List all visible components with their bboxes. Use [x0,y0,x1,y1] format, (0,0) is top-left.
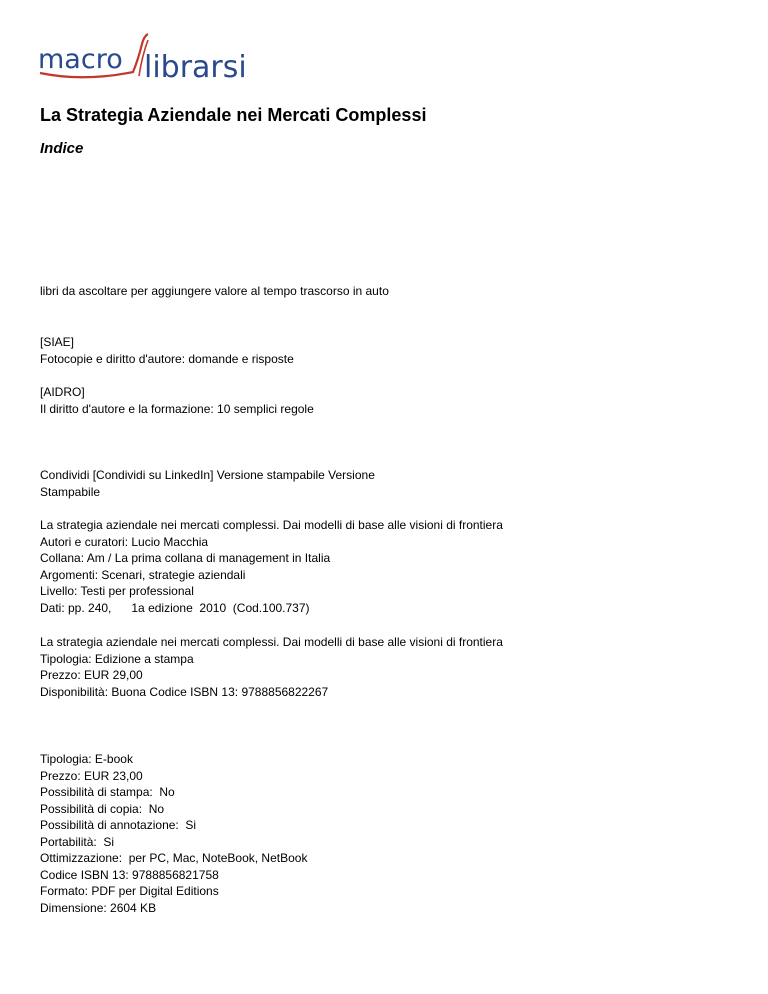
page-subtitle: Indice [40,140,84,157]
page-title: La Strategia Aziendale nei Mercati Complessi [40,105,427,125]
logo-text-librarsi: librarsi [144,50,247,85]
book-level: Livello: Testi per professional [40,584,194,598]
print-edition-type: Tipologia: Edizione a stampa [40,651,194,666]
ebook-optimization: Ottimizzazione: per PC, Mac, NoteBook, NetBook [40,851,308,865]
logo-text-macro: macro [38,44,123,75]
macrolibrarsi-logo [38,30,248,86]
siae-link[interactable]: Fotocopie e diritto d'autore: domande e risposte [40,351,294,366]
printable-link[interactable]: Stampabile [40,484,101,499]
ebook-type: Tipologia: E-book [40,752,133,766]
share-block [40,467,375,500]
book-series: Collana: Am / La prima collana di management in Italia [40,551,331,565]
ebook-size: Dimensione: 2604 KB [40,900,157,915]
ebook-portable: Portabilità: Si [40,834,115,849]
ebook-annotate: Possibilità di annotazione: Si [40,818,197,832]
book-topics: Argomenti: Scenari, strategie aziendali [40,567,246,582]
ebook-price: Prezzo: EUR 23,00 [40,768,143,783]
siae-block [40,334,294,367]
promo-link[interactable]: libri da ascoltare per aggiungere valore al tempo trascorso in auto [40,284,389,298]
aidro-block [40,384,314,417]
book-authors: Autori e curatori: Lucio Macchia [40,534,209,549]
ebook-isbn: Codice ISBN 13: 9788856821758 [40,867,219,882]
aidro-link[interactable]: Il diritto d'autore e la formazione: 10 semplici regole [40,401,314,416]
book-data: Dati: pp. 240, 1a edizione 2010 (Cod.100.737) [40,600,310,615]
ebook-format: Formato: PDF per Digital Editions [40,884,219,898]
print-edition [40,634,503,700]
print-edition-price: Prezzo: EUR 29,00 [40,668,143,682]
book-details [40,517,503,616]
share-links[interactable]: Condividi [Condividi su LinkedIn] Versione stampabile Versione [40,468,375,482]
print-edition-title: La strategia aziendale nei mercati complessi. Dai modelli di base alle visioni di frontiera [40,635,503,649]
aidro-tag: [AIDRO] [40,385,85,399]
ebook-copy: Possibilità di copia: No [40,801,165,816]
ebook-edition [40,751,307,916]
promo-block [40,283,389,300]
siae-tag: [SIAE] [40,335,75,349]
print-edition-availability: Disponibilità: Buona Codice ISBN 13: 9788856822267 [40,684,329,699]
ebook-print: Possibilità di stampa: No [40,785,175,799]
book-title: La strategia aziendale nei mercati complessi. Dai modelli di base alle visioni di frontiera [40,518,503,532]
site-logo[interactable] [38,30,248,86]
